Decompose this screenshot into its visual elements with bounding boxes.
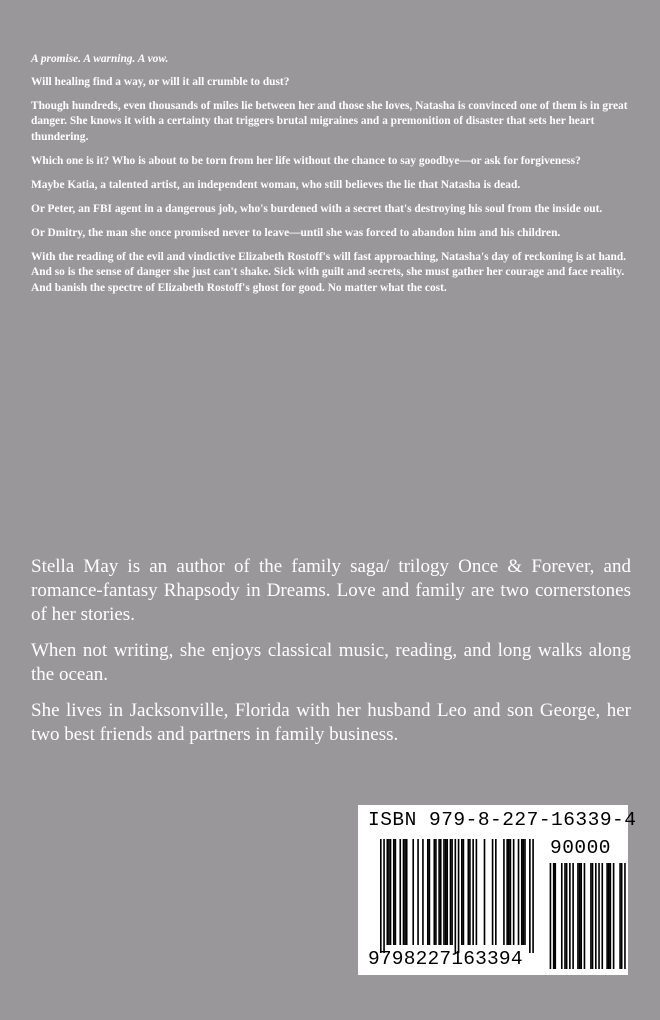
bio-paragraph: She lives in Jacksonville, Florida with her husband Leo and son George, her two best friends and partners in family business. <box>31 700 631 745</box>
barcode-bar <box>518 839 520 945</box>
barcode-bar <box>429 839 431 945</box>
barcode-bar <box>390 839 392 945</box>
barcode-bar <box>521 839 523 945</box>
barcode-bar <box>472 839 474 945</box>
barcode-bar <box>388 839 390 945</box>
bio-paragraph: Stella May is an author of the family saga/ trilogy Once & Forever, and romance-fantasy Rhapsody in Dreams. Love and family are two cornerstones of her stories. <box>31 556 631 625</box>
blurb-paragraph: Maybe Katia, a talented artist, an independent woman, who still believes the lie that Natasha is dead. <box>31 178 521 191</box>
addon-bar <box>619 863 621 969</box>
addon-bar <box>608 863 610 969</box>
addon-bar <box>577 863 579 969</box>
barcode-bar <box>446 839 448 945</box>
barcode-bar <box>484 839 486 945</box>
barcode-bar <box>469 839 471 945</box>
barcode-bar <box>440 839 442 945</box>
barcode-bar <box>435 839 437 945</box>
barcode-bar <box>393 839 395 945</box>
barcode-bar <box>422 839 424 945</box>
barcode-bar <box>506 839 508 945</box>
blurb-paragraph: Will healing find a way, or will it all crumble to dust? <box>31 75 290 88</box>
barcode-bar <box>529 839 531 953</box>
barcode-bar <box>523 839 525 945</box>
addon-barcode-bars <box>550 863 626 969</box>
isbn-barcode-box <box>358 805 637 975</box>
barcode-bar <box>406 839 408 945</box>
ean-barcode-bars <box>380 839 534 953</box>
barcode-bar <box>403 839 405 945</box>
addon-bar <box>580 863 582 969</box>
barcode-bar <box>451 839 453 945</box>
bio-paragraph: When not writing, she enjoys classical music, reading, and long walks along the ocean. <box>31 640 631 685</box>
back-cover-blurb <box>31 52 631 305</box>
barcode-bar <box>445 839 447 945</box>
addon-bar <box>566 863 568 969</box>
addon-bar <box>595 863 597 969</box>
barcode-bar <box>395 839 397 945</box>
ean-digits: 9798227163394 <box>368 948 523 970</box>
blurb-paragraph: Though hundreds, even thousands of miles lie between her and those she loves, Natasha is convinced one of them is in great danger. She knows it with a certainty that triggers brutal migraines and a premonition of disaster that sets her heart thundering. <box>31 99 628 143</box>
addon-bar <box>624 863 626 969</box>
addon-bar <box>621 863 623 969</box>
barcode-bar <box>417 839 419 945</box>
blurb-paragraph: Which one is it? Who is about to be torn from her life without the chance to say goodbye—or ask for forgiveness? <box>31 154 581 167</box>
blurb-paragraph: Or Peter, an FBI agent in a dangerous job, who's burdened with a secret that's destroying his soul from the inside out. <box>31 202 603 215</box>
barcode-bar <box>513 839 515 945</box>
barcode-bar <box>524 839 526 945</box>
barcode-bar <box>510 839 512 945</box>
barcode-bar <box>443 839 445 945</box>
barcode-bar <box>438 839 440 945</box>
addon-bar <box>553 863 555 969</box>
blurb-paragraph: Or Dmitry, the man she once promised never to leave—until she was forced to abandon him and his children. <box>31 226 561 239</box>
barcode-bar <box>495 839 497 945</box>
addon-bar <box>590 863 592 969</box>
addon-bar <box>564 863 566 969</box>
blurb-tagline: A promise. A warning. A vow. <box>31 53 169 65</box>
addon-bar <box>550 863 552 969</box>
barcode-bar <box>461 839 463 945</box>
barcode-bar <box>427 839 429 945</box>
blurb-paragraph: With the reading of the evil and vindictive Elizabeth Rostoff's will fast approaching, Natasha's day of reckoning is at hand. And so is the sense of danger she just can't shake. Sick with guilt and secrets, she must gather her courage and face reality. And banish the spectre of Elizabeth Rostoff's ghost for good. No matter what the cost. <box>31 250 627 294</box>
addon-bar <box>572 863 574 969</box>
addon-bar <box>598 863 600 969</box>
barcode-bar <box>467 839 469 945</box>
addon-bar <box>554 863 556 969</box>
author-bio <box>31 555 631 759</box>
barcode-bar <box>399 839 401 945</box>
barcode-bar <box>503 839 505 945</box>
addon-bar <box>561 863 563 969</box>
addon-bar <box>606 863 608 969</box>
barcode-bar <box>508 839 510 945</box>
addon-bar <box>592 863 594 969</box>
addon-bar <box>601 863 603 969</box>
barcode-bar <box>463 839 465 945</box>
barcode-bar <box>458 839 460 953</box>
barcode-bar <box>532 839 534 953</box>
barcode-bar <box>455 839 457 953</box>
barcode-bar <box>450 839 452 945</box>
barcode-bar <box>433 839 435 945</box>
addon-bar <box>579 863 581 969</box>
isbn-label: ISBN 979-8-227-16339-4 <box>368 809 637 831</box>
barcode-bar <box>383 839 385 953</box>
barcode-bar <box>412 839 414 945</box>
barcode-bar <box>492 839 494 945</box>
addon-bar <box>610 863 612 969</box>
barcode-bar <box>380 839 382 953</box>
addon-bar <box>569 863 571 969</box>
barcode-bar <box>476 839 478 945</box>
addon-bar <box>613 863 615 969</box>
addon-bar <box>584 863 586 969</box>
barcode-bar <box>404 839 406 945</box>
barcode-bar <box>386 839 388 945</box>
addon-code: 90000 <box>550 837 612 859</box>
